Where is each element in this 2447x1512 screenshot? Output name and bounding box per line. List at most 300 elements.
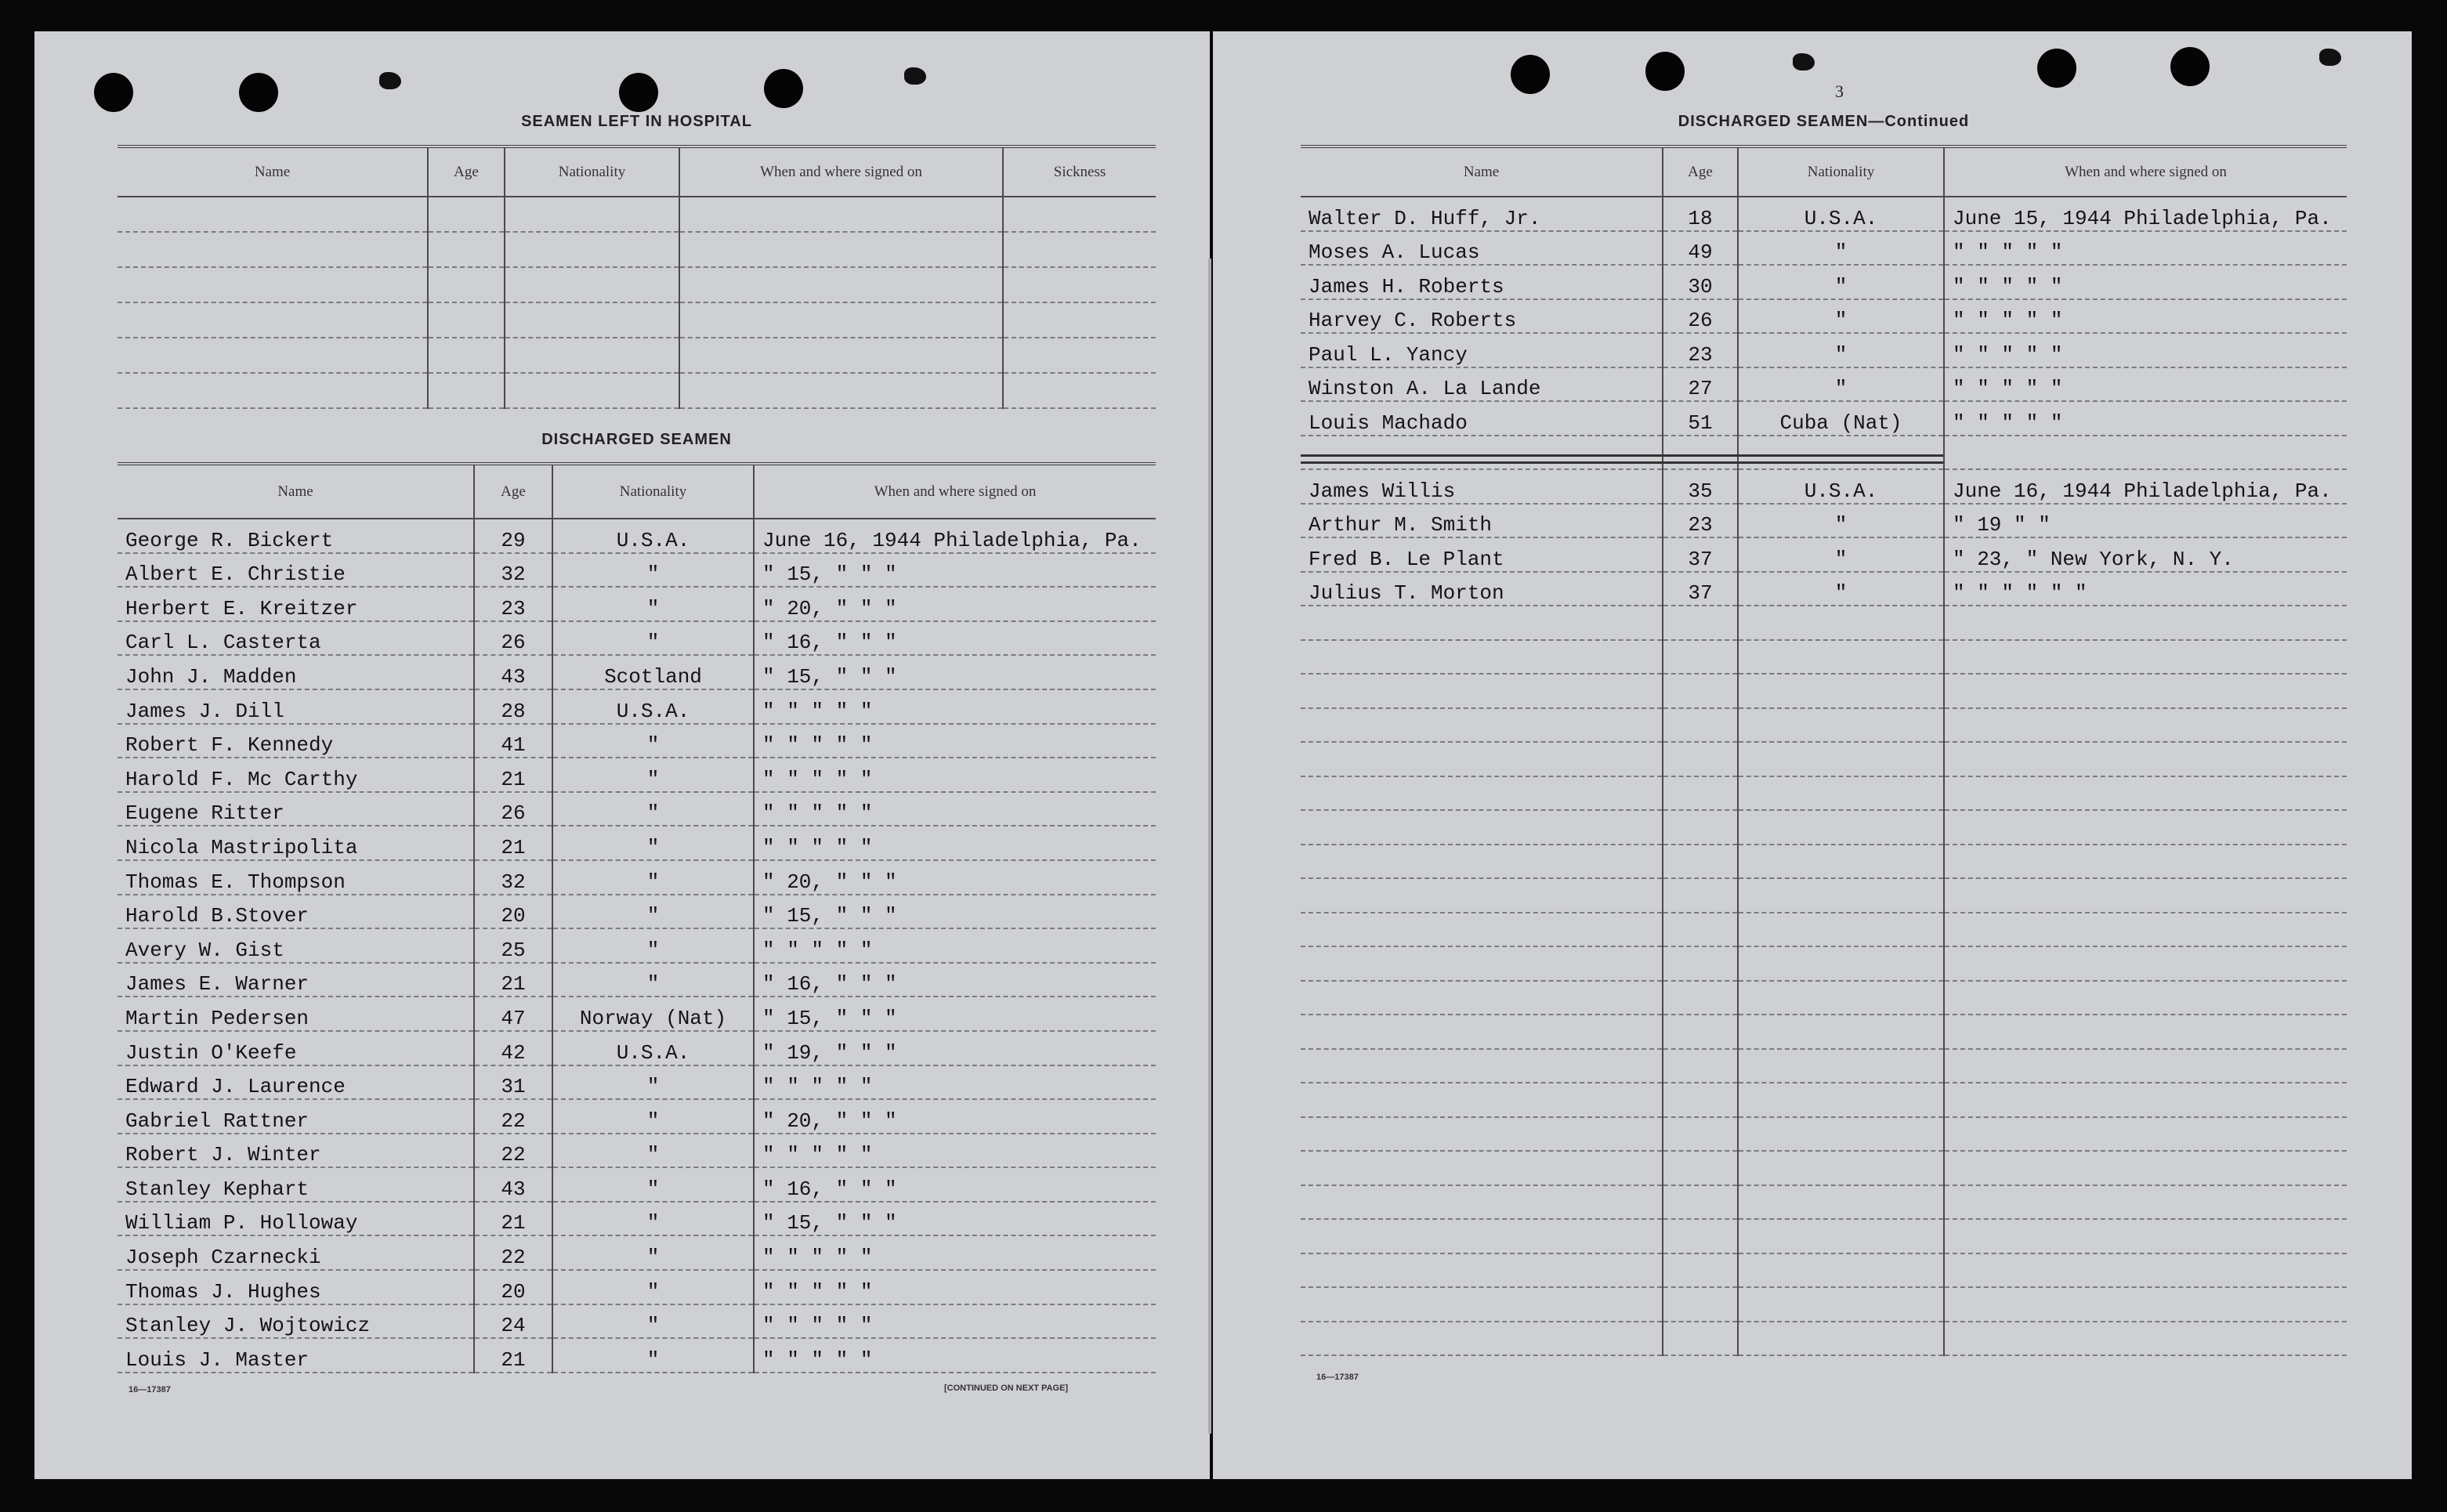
discharged-table bbox=[118, 462, 1156, 1373]
hospital-col-name: Name bbox=[118, 146, 428, 197]
continued-section-title: DISCHARGED SEAMEN—Continued bbox=[1678, 113, 1970, 130]
cell-age: 51 bbox=[1663, 401, 1738, 436]
cell-signed: " " " " " bbox=[1944, 401, 2347, 436]
punch-hole bbox=[94, 73, 133, 112]
punch-hole bbox=[1511, 55, 1550, 94]
cell-signed bbox=[1944, 1287, 2347, 1322]
table-row bbox=[118, 689, 1156, 724]
cell-nat: " bbox=[552, 928, 754, 963]
cell-age: 23 bbox=[1663, 504, 1738, 538]
table-row bbox=[1301, 1083, 2347, 1117]
cell-signed bbox=[1944, 708, 2347, 743]
table-row bbox=[118, 1167, 1156, 1202]
right-form-number: 16—17387 bbox=[1316, 1373, 1359, 1382]
table-row bbox=[1301, 810, 2347, 845]
table-row bbox=[1301, 878, 2347, 913]
cell-nat bbox=[1738, 1219, 1944, 1253]
discharged-col-signed-on: When and where signed on bbox=[754, 464, 1156, 519]
cell-nat bbox=[1738, 606, 1944, 640]
table-row bbox=[118, 963, 1156, 997]
cell-name bbox=[1301, 1219, 1663, 1253]
table-row bbox=[118, 373, 1156, 408]
cell-nat bbox=[1738, 674, 1944, 708]
cell-signed bbox=[1944, 845, 2347, 879]
cell-signed bbox=[1944, 1151, 2347, 1185]
table-row bbox=[118, 860, 1156, 895]
cell-nat bbox=[505, 302, 679, 338]
cell-name: George R. Bickert bbox=[118, 519, 474, 553]
cell-nat: " bbox=[552, 621, 754, 656]
cell-age: 49 bbox=[1663, 231, 1738, 266]
table-row bbox=[118, 1235, 1156, 1270]
cell-nat: " bbox=[1738, 265, 1944, 299]
cell-signed: " 15, " " " bbox=[754, 997, 1156, 1031]
cell-nat bbox=[1738, 878, 1944, 913]
cell-nat bbox=[1738, 1185, 1944, 1220]
cell-age: 24 bbox=[474, 1304, 552, 1339]
cell-signed: " " " " " bbox=[754, 1270, 1156, 1304]
cell-name bbox=[118, 302, 428, 338]
cell-nat bbox=[1738, 436, 1944, 470]
cell-signed bbox=[1944, 640, 2347, 675]
cell-signed bbox=[679, 197, 1003, 232]
cell-age: 26 bbox=[1663, 299, 1738, 334]
cell-nat bbox=[1738, 981, 1944, 1015]
cell-name: James Willis bbox=[1301, 469, 1663, 504]
cell-age bbox=[428, 232, 505, 267]
cell-age bbox=[1663, 674, 1738, 708]
cell-name bbox=[1301, 845, 1663, 879]
cell-nat bbox=[505, 267, 679, 302]
cell-signed: " " " " " bbox=[754, 928, 1156, 963]
cell-age: 23 bbox=[474, 587, 552, 621]
cell-age bbox=[1663, 1083, 1738, 1117]
cell-name: Harold B.Stover bbox=[118, 895, 474, 929]
cell-name: Joseph Czarnecki bbox=[118, 1235, 474, 1270]
cell-name bbox=[1301, 1049, 1663, 1083]
cell-nat: " bbox=[1738, 572, 1944, 606]
cell-sickness bbox=[1003, 267, 1156, 302]
page-fold bbox=[1208, 259, 1211, 1434]
table-row bbox=[1301, 674, 2347, 708]
table-row bbox=[1301, 401, 2347, 436]
cell-name bbox=[118, 373, 428, 408]
table-row bbox=[118, 1065, 1156, 1100]
cell-signed: " " " " " bbox=[754, 1304, 1156, 1339]
cell-signed bbox=[1944, 981, 2347, 1015]
cell-name bbox=[1301, 1185, 1663, 1220]
cell-nat: " bbox=[552, 1338, 754, 1373]
cell-name: Arthur M. Smith bbox=[1301, 504, 1663, 538]
cell-age bbox=[428, 373, 505, 408]
cell-name: Robert F. Kennedy bbox=[118, 724, 474, 758]
cell-nat: " bbox=[552, 587, 754, 621]
page-number: 3 bbox=[1835, 81, 1844, 101]
cell-name: Stanley Kephart bbox=[118, 1167, 474, 1202]
cell-signed: " 15, " " " bbox=[754, 655, 1156, 689]
cell-age: 23 bbox=[1663, 333, 1738, 367]
cell-name bbox=[1301, 1287, 1663, 1322]
cell-age: 22 bbox=[474, 1134, 552, 1168]
cell-age: 28 bbox=[474, 689, 552, 724]
punch-hole bbox=[239, 73, 278, 112]
table-row bbox=[1301, 913, 2347, 947]
cell-nat: " bbox=[552, 826, 754, 860]
cell-nat bbox=[1738, 742, 1944, 776]
cell-signed bbox=[1944, 436, 2347, 470]
table-row bbox=[118, 1134, 1156, 1168]
cell-name bbox=[118, 232, 428, 267]
cell-name: Carl L. Casterta bbox=[118, 621, 474, 656]
cell-nat: " bbox=[552, 860, 754, 895]
table-row bbox=[1301, 436, 2347, 470]
table-row bbox=[118, 197, 1156, 232]
cell-signed: " " " " " bbox=[1944, 367, 2347, 402]
cell-name bbox=[1301, 913, 1663, 947]
cell-signed: " " " " " bbox=[754, 792, 1156, 827]
table-row bbox=[1301, 845, 2347, 879]
cell-signed bbox=[1944, 913, 2347, 947]
cell-nat bbox=[1738, 1117, 1944, 1152]
cell-nat: " bbox=[552, 1304, 754, 1339]
punch-hole bbox=[619, 73, 658, 112]
cell-name: Nicola Mastripolita bbox=[118, 826, 474, 860]
cell-age: 20 bbox=[474, 1270, 552, 1304]
cell-name bbox=[1301, 436, 1663, 470]
cell-signed bbox=[1944, 776, 2347, 811]
cell-name bbox=[1301, 810, 1663, 845]
cell-name: Louis J. Master bbox=[118, 1338, 474, 1373]
cell-age: 27 bbox=[1663, 367, 1738, 402]
punch-hole bbox=[2170, 47, 2210, 86]
cell-nat: " bbox=[552, 1202, 754, 1236]
cell-nat: " bbox=[552, 895, 754, 929]
table-row bbox=[1301, 1219, 2347, 1253]
table-row bbox=[118, 267, 1156, 302]
cell-nat: " bbox=[1738, 504, 1944, 538]
cell-nat bbox=[505, 232, 679, 267]
cell-nat bbox=[1738, 913, 1944, 947]
cell-signed bbox=[1944, 878, 2347, 913]
table-row bbox=[1301, 572, 2347, 606]
table-row bbox=[1301, 981, 2347, 1015]
cell-signed: " " " " " bbox=[754, 724, 1156, 758]
cell-signed bbox=[1944, 1322, 2347, 1356]
cell-name bbox=[1301, 776, 1663, 811]
cell-age bbox=[1663, 436, 1738, 470]
cell-name: Thomas J. Hughes bbox=[118, 1270, 474, 1304]
cell-name: Harvey C. Roberts bbox=[1301, 299, 1663, 334]
table-row bbox=[1301, 504, 2347, 538]
cell-name: William P. Holloway bbox=[118, 1202, 474, 1236]
cell-nat bbox=[1738, 776, 1944, 811]
cell-name: James E. Warner bbox=[118, 963, 474, 997]
table-row bbox=[1301, 1322, 2347, 1356]
cell-nat bbox=[505, 338, 679, 373]
cell-age: 20 bbox=[474, 895, 552, 929]
table-row bbox=[1301, 606, 2347, 640]
cell-name bbox=[118, 197, 428, 232]
cell-signed: " 16, " " " bbox=[754, 963, 1156, 997]
cell-name: Paul L. Yancy bbox=[1301, 333, 1663, 367]
cell-name: Fred B. Le Plant bbox=[1301, 537, 1663, 572]
cell-age: 32 bbox=[474, 553, 552, 588]
cell-nat: Cuba (Nat) bbox=[1738, 401, 1944, 436]
cell-signed: " " " " " bbox=[754, 1134, 1156, 1168]
cell-signed: June 16, 1944 Philadelphia, Pa. bbox=[1944, 469, 2347, 504]
table-row bbox=[118, 519, 1156, 553]
cell-age: 18 bbox=[1663, 197, 1738, 231]
cell-age bbox=[1663, 810, 1738, 845]
table-row bbox=[118, 758, 1156, 792]
cell-name: James J. Dill bbox=[118, 689, 474, 724]
table-row bbox=[118, 826, 1156, 860]
hospital-section-title: SEAMEN LEFT IN HOSPITAL bbox=[521, 113, 752, 130]
cell-age: 47 bbox=[474, 997, 552, 1031]
cell-name bbox=[1301, 878, 1663, 913]
cell-signed bbox=[1944, 1049, 2347, 1083]
table-row bbox=[118, 997, 1156, 1031]
cell-age bbox=[1663, 708, 1738, 743]
table-row bbox=[118, 792, 1156, 827]
discharged-col-age: Age bbox=[474, 464, 552, 519]
left-form-number: 16—17387 bbox=[129, 1385, 171, 1394]
continued-table bbox=[1301, 145, 2347, 1356]
cell-nat: U.S.A. bbox=[552, 689, 754, 724]
discharged-col-nationality: Nationality bbox=[552, 464, 754, 519]
cell-nat: " bbox=[552, 1270, 754, 1304]
cell-age: 43 bbox=[474, 1167, 552, 1202]
table-row bbox=[118, 338, 1156, 373]
cell-nat: U.S.A. bbox=[1738, 469, 1944, 504]
cell-age bbox=[1663, 742, 1738, 776]
cell-age bbox=[428, 197, 505, 232]
cell-nat: U.S.A. bbox=[552, 519, 754, 553]
cell-signed: " " " " " bbox=[754, 826, 1156, 860]
cell-nat: Norway (Nat) bbox=[552, 997, 754, 1031]
cell-nat: " bbox=[552, 758, 754, 792]
cell-name bbox=[1301, 1322, 1663, 1356]
cell-nat: " bbox=[1738, 299, 1944, 334]
cell-age bbox=[1663, 776, 1738, 811]
table-row bbox=[1301, 197, 2347, 231]
discharged-col-name: Name bbox=[118, 464, 474, 519]
cell-name: James H. Roberts bbox=[1301, 265, 1663, 299]
table-row bbox=[1301, 708, 2347, 743]
cell-name: Edward J. Laurence bbox=[118, 1065, 474, 1100]
table-row bbox=[118, 655, 1156, 689]
paper-tear bbox=[379, 72, 401, 89]
cell-age: 21 bbox=[474, 1338, 552, 1373]
cell-signed: " " " " " bbox=[754, 689, 1156, 724]
cell-age bbox=[1663, 1185, 1738, 1220]
cell-signed bbox=[1944, 606, 2347, 640]
cell-nat bbox=[1738, 1083, 1944, 1117]
cell-name: Winston A. La Lande bbox=[1301, 367, 1663, 402]
cell-signed bbox=[679, 373, 1003, 408]
cell-signed bbox=[1944, 1083, 2347, 1117]
cell-signed bbox=[1944, 1219, 2347, 1253]
cell-name bbox=[1301, 1015, 1663, 1049]
cell-nat: Scotland bbox=[552, 655, 754, 689]
cell-age: 26 bbox=[474, 621, 552, 656]
cell-age bbox=[1663, 1322, 1738, 1356]
table-row bbox=[1301, 1049, 2347, 1083]
table-row bbox=[1301, 1287, 2347, 1322]
cell-name: Walter D. Huff, Jr. bbox=[1301, 197, 1663, 231]
table-row bbox=[118, 928, 1156, 963]
cell-signed bbox=[1944, 946, 2347, 981]
cell-age bbox=[1663, 1219, 1738, 1253]
cell-signed: " 20, " " " bbox=[754, 1099, 1156, 1134]
cell-age: 43 bbox=[474, 655, 552, 689]
cell-name: Justin O'Keefe bbox=[118, 1031, 474, 1065]
table-row bbox=[1301, 299, 2347, 334]
cell-signed: " " " " " bbox=[1944, 333, 2347, 367]
cell-nat: " bbox=[552, 1167, 754, 1202]
cell-signed: " 15, " " " bbox=[754, 553, 1156, 588]
table-row bbox=[1301, 742, 2347, 776]
cell-nat bbox=[1738, 810, 1944, 845]
cell-age: 37 bbox=[1663, 572, 1738, 606]
cell-name bbox=[1301, 708, 1663, 743]
cell-nat bbox=[1738, 708, 1944, 743]
cell-name: Thomas E. Thompson bbox=[118, 860, 474, 895]
cell-name bbox=[118, 338, 428, 373]
cell-nat: " bbox=[1738, 333, 1944, 367]
cell-nat bbox=[1738, 640, 1944, 675]
cell-name bbox=[1301, 1151, 1663, 1185]
cell-age: 25 bbox=[474, 928, 552, 963]
cell-signed: " 15, " " " bbox=[754, 895, 1156, 929]
table-row bbox=[1301, 1015, 2347, 1049]
table-row bbox=[1301, 333, 2347, 367]
cell-age bbox=[1663, 1287, 1738, 1322]
cell-age bbox=[428, 302, 505, 338]
table-row bbox=[118, 232, 1156, 267]
cell-nat bbox=[1738, 1322, 1944, 1356]
table-row bbox=[1301, 1253, 2347, 1288]
cell-signed: " " " " " bbox=[1944, 265, 2347, 299]
table-row bbox=[1301, 1185, 2347, 1220]
cell-name: Julius T. Morton bbox=[1301, 572, 1663, 606]
table-row bbox=[1301, 1151, 2347, 1185]
section-divider bbox=[1301, 454, 1943, 464]
cell-nat bbox=[505, 197, 679, 232]
cell-name: Gabriel Rattner bbox=[118, 1099, 474, 1134]
cell-age: 21 bbox=[474, 1202, 552, 1236]
table-row bbox=[1301, 469, 2347, 504]
table-row bbox=[1301, 265, 2347, 299]
cell-signed: " " " " " " bbox=[1944, 572, 2347, 606]
table-row bbox=[118, 1270, 1156, 1304]
cell-name bbox=[1301, 1253, 1663, 1288]
cell-nat: " bbox=[1738, 231, 1944, 266]
continued-col-signed-on: When and where signed on bbox=[1944, 146, 2347, 197]
cell-signed: " 19 " " bbox=[1944, 504, 2347, 538]
cell-nat: " bbox=[552, 1134, 754, 1168]
cell-nat bbox=[1738, 1253, 1944, 1288]
table-row bbox=[1301, 231, 2347, 266]
cell-age: 29 bbox=[474, 519, 552, 553]
cell-nat: " bbox=[552, 792, 754, 827]
table-row bbox=[1301, 1117, 2347, 1152]
cell-age: 31 bbox=[474, 1065, 552, 1100]
cell-name: Martin Pedersen bbox=[118, 997, 474, 1031]
cell-age bbox=[428, 267, 505, 302]
table-row bbox=[118, 302, 1156, 338]
cell-name: Harold F. Mc Carthy bbox=[118, 758, 474, 792]
cell-name: Robert J. Winter bbox=[118, 1134, 474, 1168]
hospital-table bbox=[118, 145, 1156, 409]
cell-nat bbox=[505, 373, 679, 408]
cell-signed: " 16, " " " bbox=[754, 621, 1156, 656]
cell-signed: " " " " " bbox=[754, 1235, 1156, 1270]
cell-name: Eugene Ritter bbox=[118, 792, 474, 827]
continued-col-nationality: Nationality bbox=[1738, 146, 1944, 197]
cell-age bbox=[1663, 1253, 1738, 1288]
cell-age: 37 bbox=[1663, 537, 1738, 572]
punch-hole bbox=[1645, 52, 1685, 91]
cell-age: 32 bbox=[474, 860, 552, 895]
cell-age bbox=[1663, 606, 1738, 640]
discharged-section-title: DISCHARGED SEAMEN bbox=[541, 431, 732, 448]
punch-hole bbox=[764, 69, 803, 108]
paper-tear bbox=[2319, 49, 2341, 66]
cell-signed: " " " " " bbox=[1944, 231, 2347, 266]
punch-hole bbox=[2037, 49, 2076, 88]
cell-name bbox=[1301, 1117, 1663, 1152]
cell-signed bbox=[679, 338, 1003, 373]
cell-nat: " bbox=[1738, 537, 1944, 572]
hospital-col-nationality: Nationality bbox=[505, 146, 679, 197]
cell-age bbox=[1663, 913, 1738, 947]
cell-nat bbox=[1738, 1151, 1944, 1185]
cell-signed bbox=[1944, 1015, 2347, 1049]
paper-tear bbox=[1793, 53, 1815, 71]
table-row bbox=[118, 1202, 1156, 1236]
cell-nat: " bbox=[552, 1099, 754, 1134]
cell-signed bbox=[1944, 742, 2347, 776]
cell-signed: " " " " " bbox=[754, 758, 1156, 792]
paper-tear bbox=[904, 67, 926, 85]
cell-name: John J. Madden bbox=[118, 655, 474, 689]
table-row bbox=[118, 553, 1156, 588]
cell-signed: " 20, " " " bbox=[754, 587, 1156, 621]
cell-nat: " bbox=[1738, 367, 1944, 402]
hospital-col-signed-on: When and where signed on bbox=[679, 146, 1003, 197]
cell-name bbox=[118, 267, 428, 302]
cell-signed: " 15, " " " bbox=[754, 1202, 1156, 1236]
cell-name bbox=[1301, 981, 1663, 1015]
cell-age: 21 bbox=[474, 963, 552, 997]
cell-signed: " 20, " " " bbox=[754, 860, 1156, 895]
hospital-col-age: Age bbox=[428, 146, 505, 197]
cell-signed: " " " " " bbox=[1944, 299, 2347, 334]
cell-signed bbox=[1944, 1117, 2347, 1152]
cell-sickness bbox=[1003, 338, 1156, 373]
cell-name bbox=[1301, 606, 1663, 640]
cell-nat: " bbox=[552, 553, 754, 588]
cell-age: 35 bbox=[1663, 469, 1738, 504]
cell-age: 22 bbox=[474, 1099, 552, 1134]
cell-age: 41 bbox=[474, 724, 552, 758]
cell-nat bbox=[1738, 1049, 1944, 1083]
cell-nat bbox=[1738, 1287, 1944, 1322]
cell-name: Avery W. Gist bbox=[118, 928, 474, 963]
cell-nat bbox=[1738, 946, 1944, 981]
cell-signed: " 23, " New York, N. Y. bbox=[1944, 537, 2347, 572]
